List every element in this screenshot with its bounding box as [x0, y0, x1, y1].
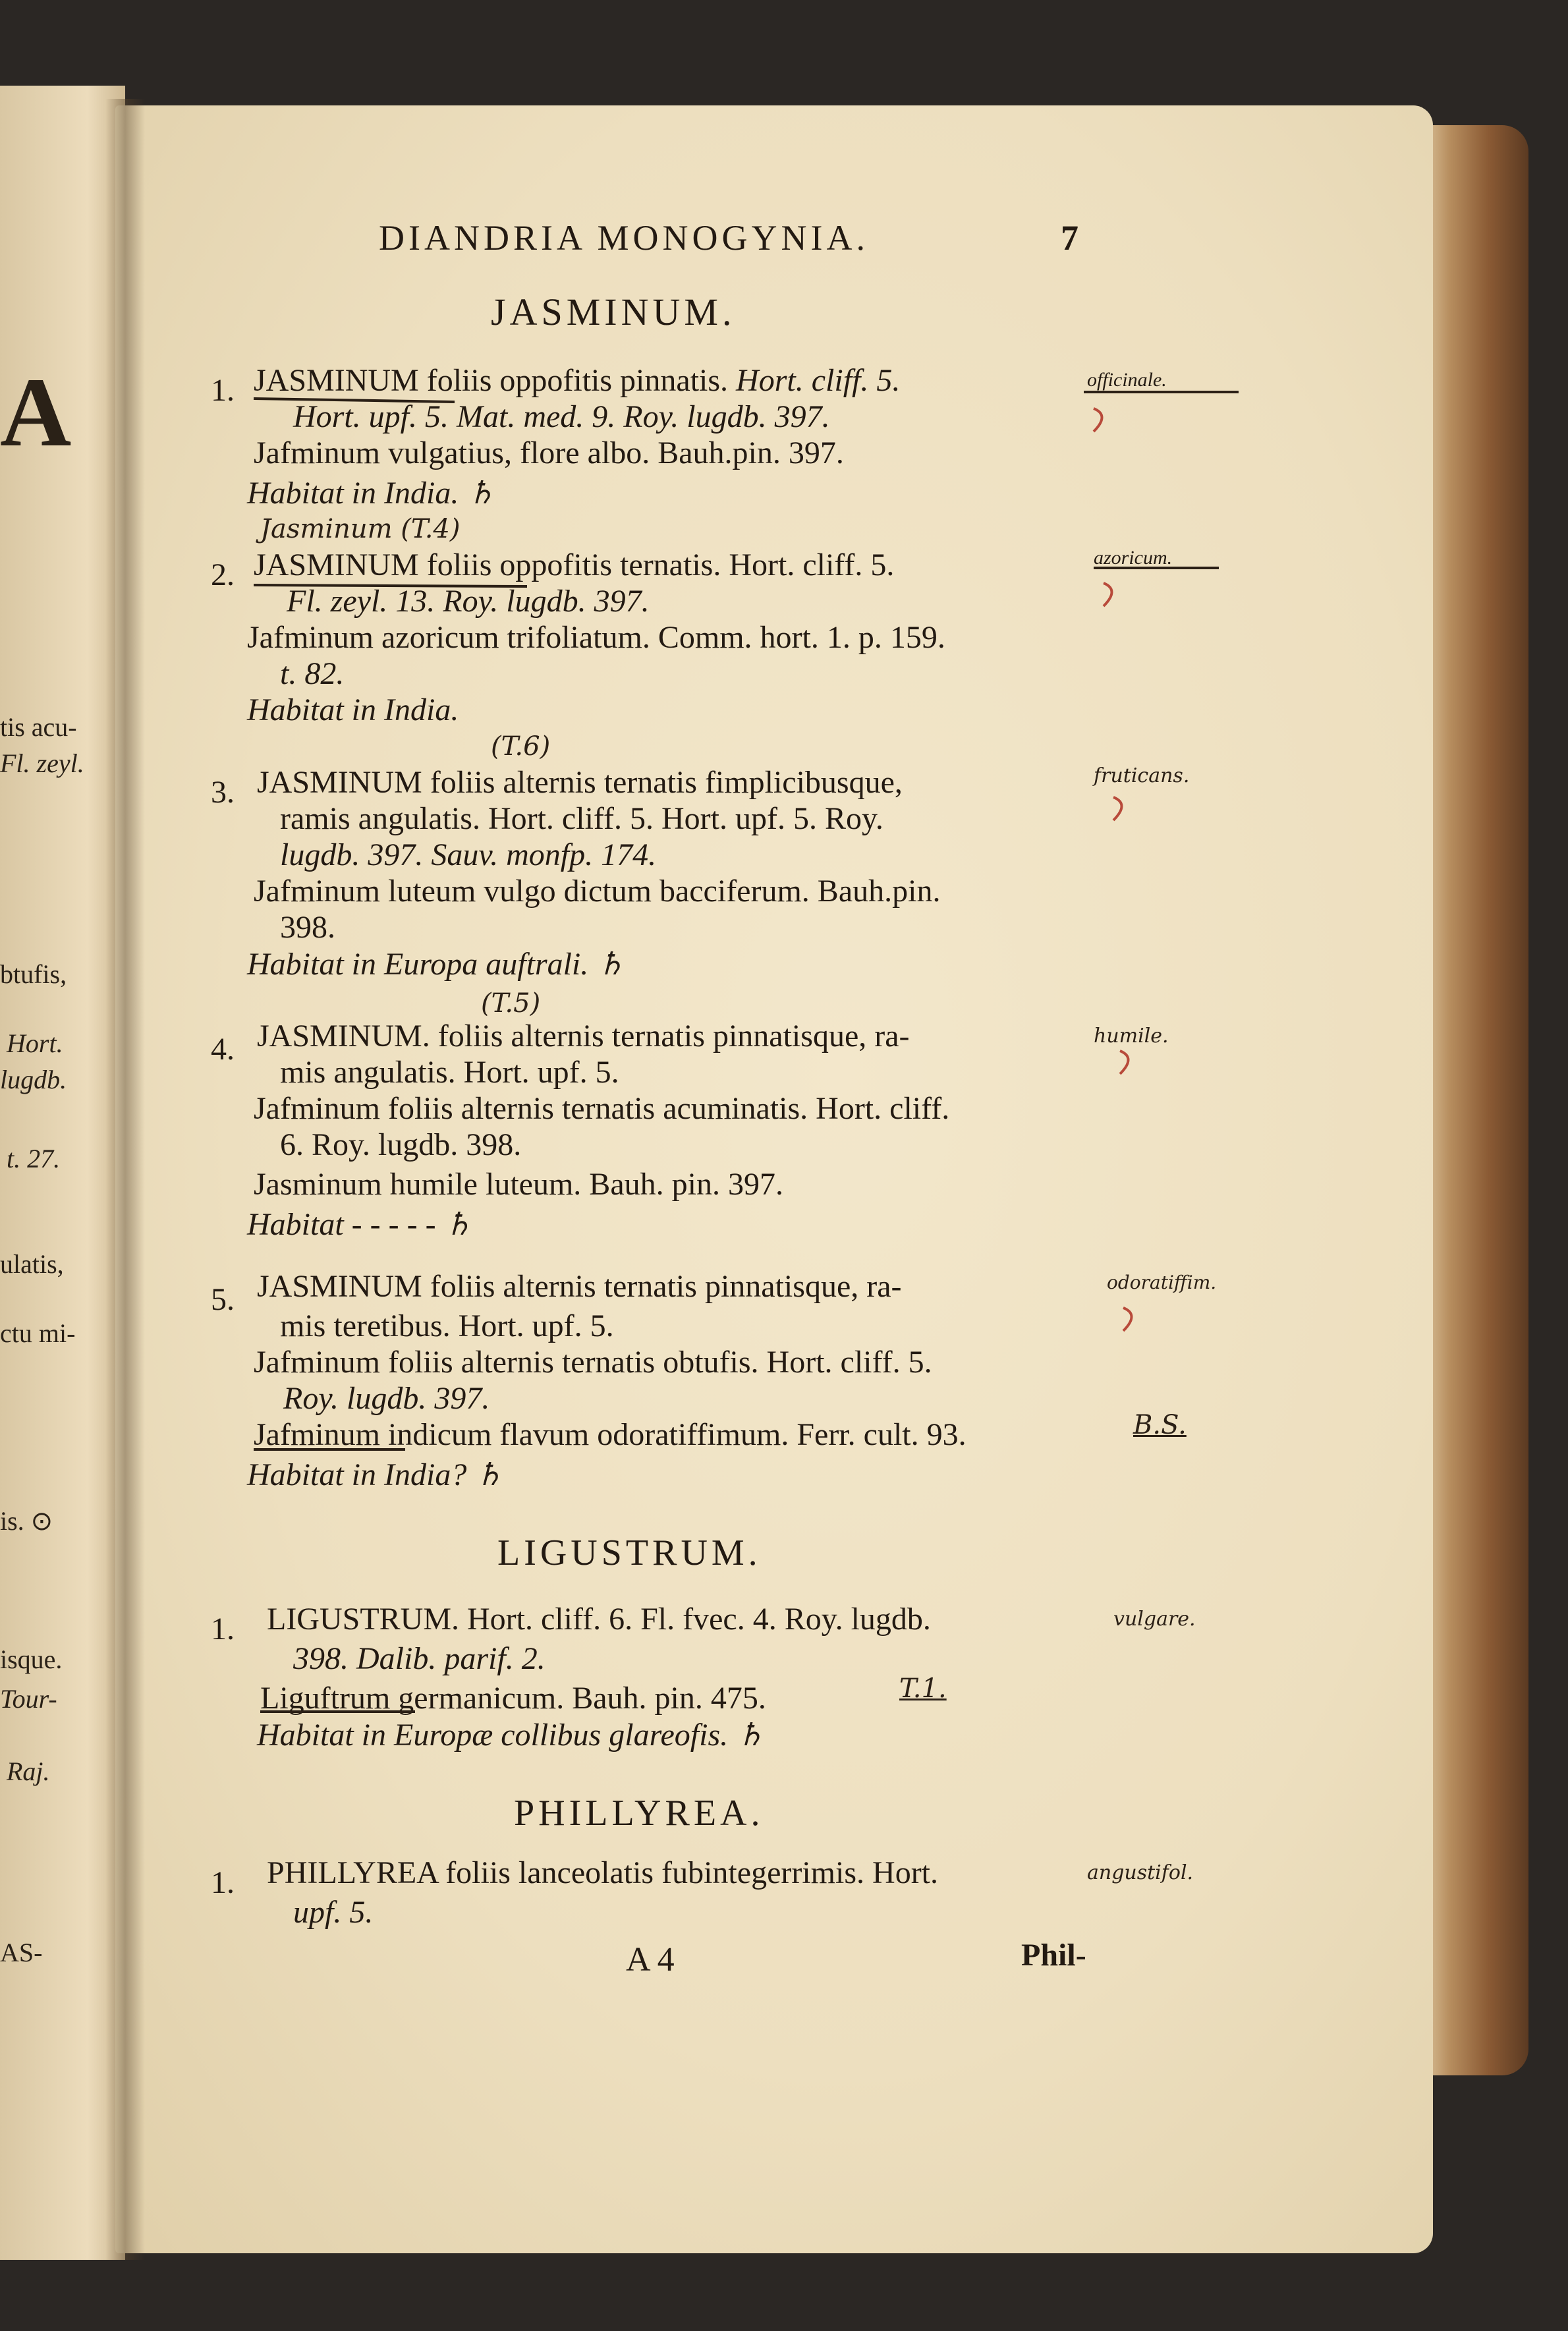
entry-number: 1. — [211, 373, 235, 408]
red-pencil-mark — [1120, 1051, 1129, 1074]
entry-line: t. 82. — [280, 656, 345, 691]
ink-underline — [254, 399, 455, 402]
margin-trivial-name: humile. — [1094, 1025, 1169, 1048]
margin-trivial-name: odoratiffim. — [1107, 1272, 1217, 1293]
genus-heading-jasminum: JASMINUM. — [491, 291, 736, 333]
left-fragment: Raj. — [7, 1756, 50, 1786]
red-pencil-mark — [1094, 408, 1102, 432]
entry-line: 6. Roy. lugdb. 398. — [280, 1127, 522, 1162]
margin-trivial-name: officinale. — [1087, 369, 1167, 391]
entry-line: Hort. upf. 5. Mat. med. 9. Roy. lugdb. 397. — [293, 399, 830, 434]
handwritten-annotation: (T.5) — [481, 988, 541, 1019]
margin-trivial-name: azoricum. — [1094, 547, 1173, 569]
entry-number: 1. — [211, 1865, 235, 1900]
left-fragment: AS- — [0, 1938, 43, 1967]
entry-line: Jafminum foliis alternis ternatis acuminatis. Hort. cliff. — [254, 1091, 950, 1126]
entry-habitat: Habitat in India. — [247, 692, 459, 727]
catchword: Phil- — [1021, 1938, 1086, 1973]
entry-number: 4. — [211, 1032, 235, 1067]
left-page-big-letter: A — [0, 358, 72, 467]
entry-line: LIGUSTRUM. Hort. cliff. 6. Fl. fvec. 4. Roy. lugdb. — [267, 1602, 931, 1637]
left-fragment: Hort. — [7, 1028, 63, 1058]
entry-number: 3. — [211, 775, 235, 810]
running-head: DIANDRIA MONOGYNIA. — [379, 218, 869, 258]
entry-habitat: Habitat in Europa auftrali. ♄ — [247, 947, 625, 982]
entry-habitat: Habitat - - - - - ♄ — [247, 1207, 472, 1242]
handwritten-annotation: Jasminum (T.4) — [260, 514, 461, 544]
red-pencil-mark — [1123, 1308, 1132, 1331]
entry-line: JASMINUM foliis oppofitis pinnatis. Hort. cliff. 5. — [254, 363, 901, 398]
left-fragment: isque. — [0, 1644, 63, 1674]
handwritten-annotation: T.1. — [899, 1673, 947, 1704]
margin-trivial-name: fruticans. — [1094, 764, 1190, 787]
left-fragment: ctu mi- — [0, 1318, 76, 1348]
entry-number: 1. — [211, 1612, 235, 1646]
entry-line: Jafminum vulgatius, flore albo. Bauh.pin. 397. — [254, 435, 844, 470]
genus-heading-phillyrea: PHILLYREA. — [514, 1793, 764, 1834]
red-pencil-mark — [1113, 797, 1122, 820]
entry-line: PHILLYREA foliis lanceolatis fubintegerrimis. Hort. — [267, 1855, 939, 1890]
entry-line: JASMINUM foliis alternis ternatis fimplicibusque, — [257, 765, 903, 800]
entry-line: ramis angulatis. Hort. cliff. 5. Hort. upf. 5. Roy. — [280, 801, 883, 836]
genus-heading-ligustrum: LIGUSTRUM. — [497, 1532, 762, 1573]
entry-line: Roy. lugdb. 397. — [283, 1381, 490, 1416]
entry-line: JASMINUM. foliis alternis ternatis pinnatisque, ra- — [257, 1019, 910, 1053]
margin-trivial-name: angustifol. — [1087, 1861, 1194, 1884]
left-fragment: is. ⊙ — [0, 1506, 53, 1536]
entry-line: lugdb. 397. Sauv. monfp. 174. — [280, 837, 657, 872]
left-fragment: btufis, — [0, 959, 67, 989]
entry-line: Jafminum luteum vulgo dictum bacciferum. Bauh.pin. — [254, 874, 941, 909]
entry-line: Jasminum humile luteum. Bauh. pin. 397. — [254, 1167, 783, 1202]
left-fragment: Tour- — [0, 1684, 57, 1714]
entry-line: Fl. zeyl. 13. Roy. lugdb. 397. — [287, 584, 650, 619]
entry-number: 2. — [211, 557, 235, 592]
entry-line: JASMINUM foliis oppofitis ternatis. Hort. cliff. 5. — [254, 548, 895, 582]
entry-habitat: Habitat in India? ♄ — [247, 1457, 503, 1492]
entry-line: upf. 5. — [293, 1895, 374, 1930]
entry-line: mis angulatis. Hort. upf. 5. — [280, 1055, 619, 1090]
page-number: 7 — [1061, 218, 1078, 258]
entry-number: 5. — [211, 1282, 235, 1317]
margin-trivial-name: vulgare. — [1113, 1608, 1196, 1631]
entry-line: Jafminum azoricum trifoliatum. Comm. hort. 1. p. 159. — [247, 620, 945, 655]
ink-underline — [254, 585, 527, 586]
left-fragment: tis acu- — [0, 712, 77, 742]
entry-habitat: Habitat in Europæ collibus glareofis. ♄ — [257, 1718, 765, 1753]
entry-line: mis teretibus. Hort. upf. 5. — [280, 1308, 614, 1343]
entry-line: 398. Dalib. parif. 2. — [293, 1641, 546, 1676]
red-pencil-mark — [1104, 583, 1112, 606]
handwritten-annotation: (T.6) — [491, 731, 551, 762]
left-fragment: t. 27. — [7, 1144, 61, 1173]
entry-habitat: Habitat in India. ♄ — [247, 476, 495, 511]
entry-line: JASMINUM foliis alternis ternatis pinnatisque, ra- — [257, 1269, 902, 1304]
entry-line: 398. — [280, 910, 335, 945]
entry-line: Liguftrum germanicum. Bauh. pin. 475. — [260, 1681, 766, 1716]
handwritten-annotation: B.S. — [1133, 1410, 1187, 1440]
left-fragment: lugdb. — [0, 1065, 67, 1094]
entry-line: Jafminum indicum flavum odoratiffimum. Ferr. cult. 93. — [254, 1417, 966, 1452]
left-fragment: ulatis, — [0, 1249, 64, 1279]
signature-mark: A 4 — [626, 1941, 675, 1979]
left-fragment: Fl. zeyl. — [0, 748, 84, 778]
entry-line: Jafminum foliis alternis ternatis obtufis. Hort. cliff. 5. — [254, 1345, 932, 1380]
